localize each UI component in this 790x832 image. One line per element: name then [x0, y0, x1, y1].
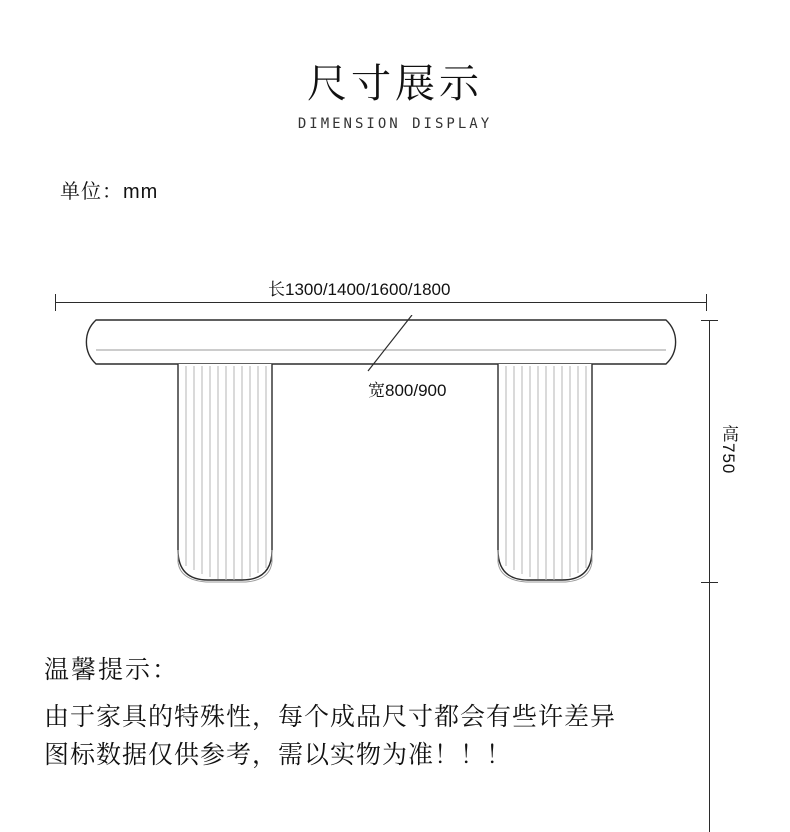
dimension-diagram: [0, 250, 790, 610]
depth-dimension-label: 宽800/900: [368, 381, 447, 400]
depth-leader-line: [360, 315, 422, 375]
height-dimension-cap-bottom: [701, 582, 718, 583]
notice-title: 温馨提示：: [44, 656, 180, 684]
title-block: [0, 58, 790, 132]
length-dimension-label: 长1300/1400/1600/1800: [268, 280, 451, 299]
page-title: 尺寸展示: [307, 62, 483, 106]
page-subtitle: DIMENSION DISPLAY: [297, 116, 493, 132]
table-illustration: [0, 250, 790, 610]
length-dimension-cap-right: [706, 294, 707, 311]
length-dimension-line: [55, 302, 707, 303]
height-dimension-label: 高750: [719, 425, 738, 475]
length-dimension-cap-left: [55, 294, 56, 311]
notice-line-2: 图标数据仅供参考，需以实物为准！！！: [44, 741, 513, 769]
notice-block: [44, 650, 754, 774]
height-dimension-cap-top: [701, 320, 718, 321]
notice-line-1: 由于家具的特殊性，每个成品尺寸都会有些许差异: [44, 703, 617, 731]
unit-note: 单位：mm: [60, 181, 159, 203]
